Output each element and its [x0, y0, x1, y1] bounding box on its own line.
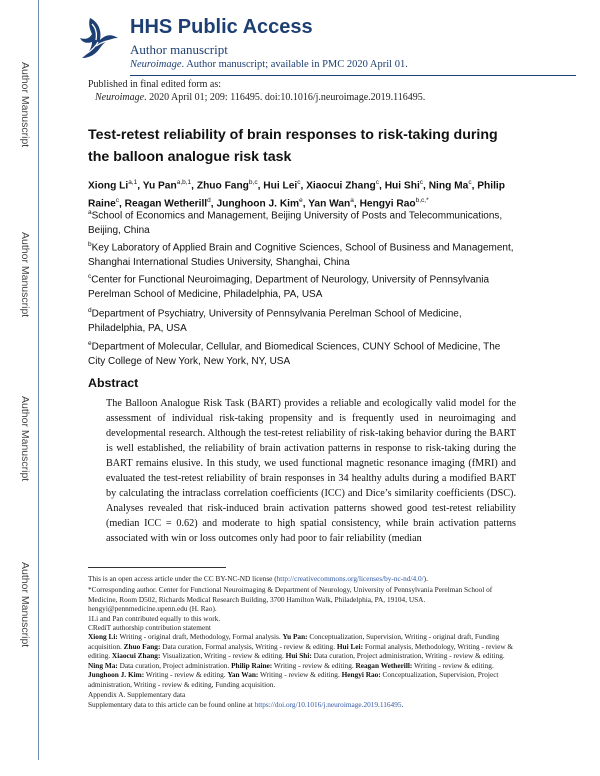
hhs-title: HHS Public Access — [130, 16, 313, 38]
sidebar-label: Author Manuscript — [19, 562, 31, 648]
credit-roles: Formal analysis, Methodology, Writing - review & editing. — [88, 641, 514, 660]
hhs-eagle-logo-icon — [76, 14, 122, 62]
citation-line — [88, 91, 425, 104]
credit-roles: Writing - review & editing. — [272, 660, 356, 670]
credit-heading: CRediT authorship contribution statement — [88, 623, 211, 632]
author-affiliation-sup: a,b,1 — [176, 179, 192, 186]
journal-name: Neuroimage — [130, 59, 182, 70]
author-affiliation-sup: c — [375, 179, 380, 186]
article-title: Test-retest reliability of brain responses to risk-taking during the balloon analogue risk task — [88, 127, 498, 165]
author-affiliation-sup: c — [115, 197, 119, 205]
author-separator: , — [210, 198, 217, 210]
author-name: Philip Raine — [88, 180, 505, 210]
credit-author: Xiong Li: — [88, 632, 118, 641]
footnote-rule — [88, 567, 226, 568]
author-name: Yan Wan — [308, 198, 351, 210]
credit-roles: Conceptualization, Supervision, Project administration, Writing - review & editing, Funding acquisition. — [88, 670, 499, 689]
affiliation-sup: c — [88, 273, 92, 280]
corresponding-email: hengyi@pennmedicine.upenn.edu (H. Rao). — [88, 604, 217, 613]
supplementary-note — [88, 700, 520, 710]
sidebar-divider — [38, 0, 39, 760]
corresponding-text: *Corresponding author. Center for Functional Neuroimaging & Department of Neurology, University of Pennsylvania Perelman School of Medicine, Room D502, Richards Medical Research Building, 3700 Hamilton Walk, Philadelphia, PA, 19104, USA. — [88, 585, 493, 604]
credit-roles: Data curation, Project administration, Writing - review & editing. — [311, 651, 505, 660]
affiliation-b — [88, 237, 518, 270]
citation-journal: Neuroimage — [95, 92, 145, 103]
affiliation-text: Center for Functional Neuroimaging, Department of Neurology, University of Pennsylvania Perelman School of Medicine, Philadelphia, PA, USA — [88, 274, 490, 301]
sidebar-label: Author Manuscript — [19, 62, 31, 148]
author-name: Xiong Li — [88, 180, 129, 192]
affiliation-sup: d — [88, 307, 92, 314]
affiliation-text: Key Laboratory of Applied Brain and Cognitive Sciences, School of Business and Management, Shanghai International Studies University, Shanghai, China — [88, 242, 514, 269]
credit-roles: Writing - review & editing. — [258, 670, 342, 679]
author-separator: , — [137, 180, 143, 192]
affiliation-c — [88, 269, 518, 302]
author-name: Yu Pan — [142, 180, 177, 192]
author-affiliation-sup: a — [350, 197, 354, 205]
license-link[interactable]: http://creativecommons.org/licenses/by-nc-nd/4.0/ — [276, 574, 424, 583]
author-affiliation-sup: b,c — [248, 179, 258, 186]
author-affiliation-sup: c — [297, 179, 301, 186]
author-name: Reagan Wetherill — [124, 198, 208, 210]
supplementary-text-end: . — [401, 700, 404, 709]
supplementary-link[interactable]: https://doi.org/10.1016/j.neuroimage.2019.116495 — [254, 700, 402, 709]
credit-roles: Data curation, Project administration. — [117, 660, 232, 670]
credit-author: Zhuo Fang: — [123, 641, 161, 651]
credit-author: Hui Lei: — [336, 641, 364, 651]
affiliation-e — [88, 336, 518, 369]
hhs-header — [76, 14, 576, 74]
credit-author: Ning Ma: — [88, 660, 118, 670]
author-name: Junghoon J. Kim — [216, 198, 300, 210]
availability-line — [130, 59, 408, 70]
author-separator: , — [257, 180, 264, 192]
affiliation-sup: e — [88, 340, 92, 347]
manuscript-label: Author manuscript — [130, 42, 228, 57]
author-separator: , — [423, 180, 429, 192]
credit-roles: Visualization, Writing - review & editing. — [160, 651, 286, 660]
affiliation-d — [88, 303, 518, 336]
author-separator: , — [471, 180, 478, 192]
credit-roles: Writing - review & editing. — [412, 660, 494, 670]
author-separator: , — [119, 198, 125, 210]
credit-author: Junghoon J. Kim: — [88, 670, 145, 679]
corresponding-note — [88, 585, 520, 614]
sidebar-label: Author Manuscript — [19, 396, 31, 482]
affiliation-a — [88, 205, 518, 238]
author-affiliation-sup: c — [419, 179, 424, 186]
credit-author: Yan Wan: — [227, 670, 259, 679]
credit-author: Hui Shi: — [285, 651, 312, 660]
author-affiliation-sup: d — [207, 197, 211, 205]
author-name: Hui Lei — [263, 180, 298, 192]
author-name: Hui Shi — [384, 180, 420, 192]
credit-author: Reagan Wetherill: — [355, 660, 413, 670]
affiliation-text: School of Economics and Management, Beijing University of Posts and Telecommunications, Beijing, China — [88, 210, 503, 237]
credit-roles: Conceptualization, Supervision, Writing - original draft, Funding acquisition. — [88, 632, 500, 651]
affiliation-text: Department of Psychiatry, University of Pennsylvania Perelman School of Medicine, Philadelphia, PA, USA — [88, 308, 462, 335]
author-name: Zhuo Fang — [196, 180, 249, 192]
author-affiliation-sup: e — [299, 197, 303, 205]
author-separator: , — [302, 198, 309, 210]
credit-roles: Writing - original draft, Methodology, Formal analysis. — [117, 632, 283, 641]
citation-text: . 2020 April 01; 209: 116495. doi:10.1016/j.neuroimage.2019.116495. — [144, 92, 426, 103]
supplementary-text: Supplementary data to this article can be found online at — [88, 700, 255, 709]
author-name: Ning Ma — [428, 180, 469, 192]
credit-roles: Writing - review & editing. — [144, 670, 228, 679]
credit-author: Xiaocui Zhang: — [111, 651, 161, 660]
author-affiliation-sup: b,c,* — [415, 197, 429, 205]
author-separator: , — [379, 180, 385, 192]
header-rule — [130, 75, 576, 76]
license-note — [88, 574, 520, 584]
publication-info — [88, 78, 425, 104]
sidebar-label: Author Manuscript — [19, 232, 31, 318]
affiliation-sup: b — [88, 241, 92, 248]
credit-author: Philip Raine: — [231, 660, 273, 670]
author-affiliation-sup: a,1 — [128, 179, 138, 186]
equal-contribution-note: 1Li and Pan contributed equally to this work. — [88, 614, 221, 623]
author-separator: , — [300, 180, 307, 192]
author-separator: , — [353, 198, 360, 210]
credit-author: Hengyi Rao: — [341, 670, 381, 679]
credit-statement — [88, 632, 520, 689]
abstract-body: The Balloon Analogue Risk Task (BART) provides a reliable and ecologically valid model for the assessment of individual risk-taking propensity and is frequently used in neuroimaging and developmental research. Although the test-retest reliability of risk-taking behavior during the BART is well established, the reliability of brain activation patterns in response to risk-taking during the BART remains elusive. In this study, we used functional magnetic resonance imaging (fMRI) and evaluated the test-retest reliability of brain responses in 34 healthy adults during a modified BART by calculating the intraclass correlation coefficients (ICC) and Dice’s similarity coefficients (DSC). Analyses revealed that risk-induced brain activation patterns showed good test-retest reliability (median ICC = 0.62) and moderate to high spatial consistency, while brain activation patterns associated with win or loss outcomes only had poor to fair reliability (median — [106, 398, 516, 544]
author-name: Hengyi Rao — [359, 198, 416, 210]
author-manuscript-sidebar — [0, 0, 36, 776]
published-label: Published in final edited form as: — [88, 79, 222, 90]
author-separator: , — [191, 180, 197, 192]
credit-roles: Data curation, Formal analysis, Writing - review & editing. — [160, 641, 337, 651]
availability-text: . Author manuscript; available in PMC 2020 April 01. — [181, 59, 408, 70]
affiliation-sup: a — [88, 209, 92, 216]
affiliation-text: Department of Molecular, Cellular, and Biomedical Sciences, CUNY School of Medicine, The City College of New York, New York, NY, USA — [88, 341, 501, 368]
author-affiliation-sup: c — [468, 179, 472, 186]
abstract-heading: Abstract — [88, 376, 139, 390]
appendix-label: Appendix A. Supplementary data — [88, 690, 186, 699]
license-text-end: ). — [423, 574, 428, 583]
credit-author: Yu Pan: — [282, 632, 308, 641]
license-text: This is an open access article under the CC BY-NC-ND license ( — [88, 574, 277, 583]
author-name: Xiaocui Zhang — [306, 180, 376, 192]
